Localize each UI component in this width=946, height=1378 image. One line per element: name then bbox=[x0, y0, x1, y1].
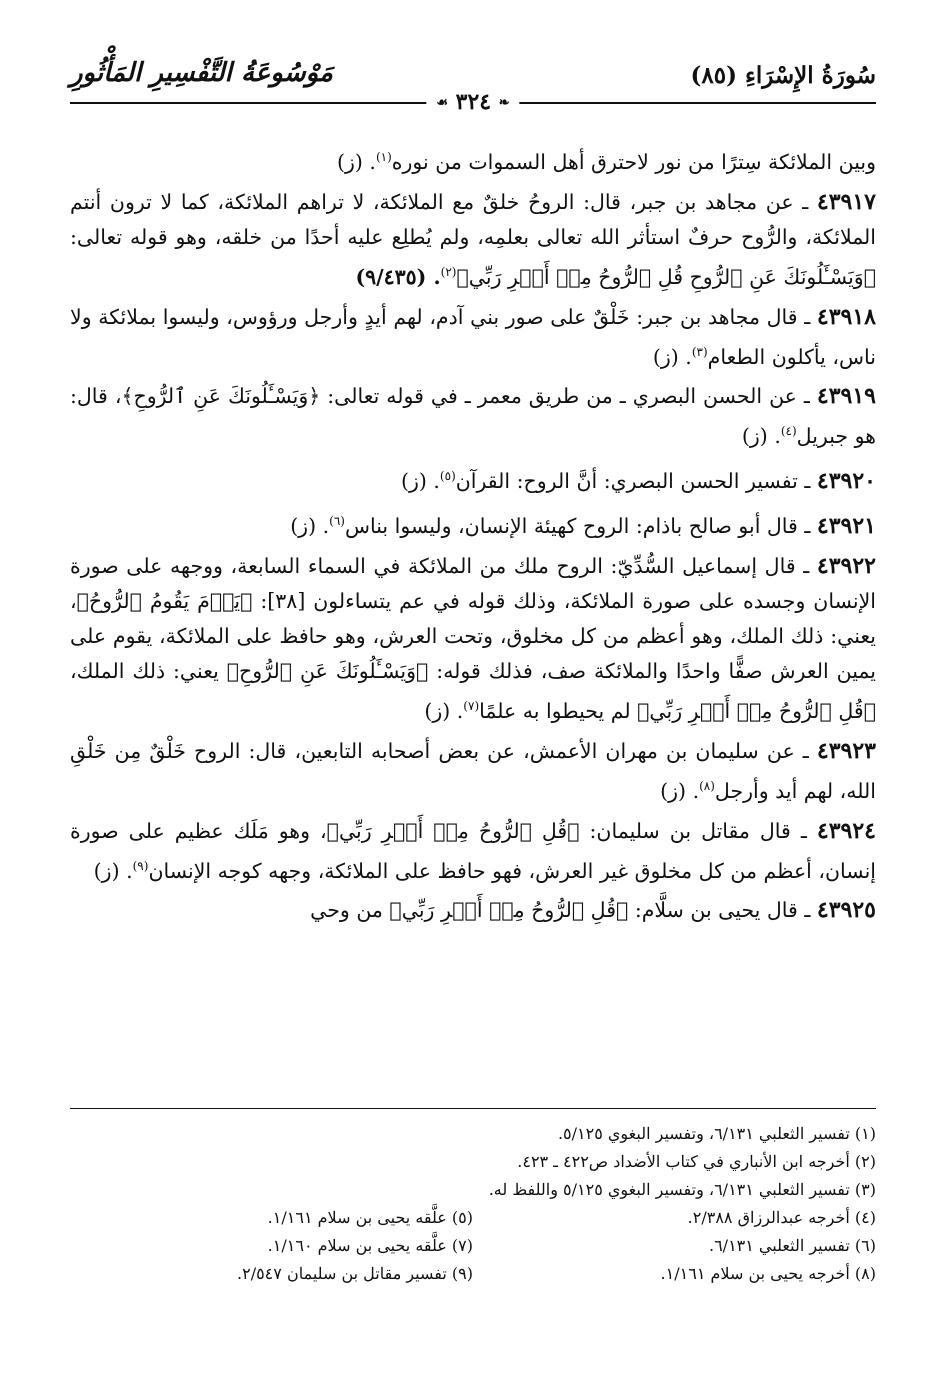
footnote-ref[interactable]: (٨) bbox=[699, 778, 715, 793]
entry-43922 bbox=[70, 549, 876, 729]
entry-tail: . (ز) bbox=[337, 149, 376, 174]
entry-text: ـ قال إسماعيل السُّدِّيّ: الروح ملك من الملائكة في السماء السابعة، ووجهه على صورة الإنسان وجسده على صورة الملائكة، وذلك قوله في عم يتساءلون [٣٨]: ﴿يَوۡمَ يَقُومُ ٱلرُّوحُ﴾، يعني: ذلك الملك، وهو أعظم من كل مخلوق، وتحت العرش، وهو حافظ على الملائكة، يقوم على يمين العرش صفًّا واحدًا والملائكة صف، فذلك قوله: ﴿وَيَسْـَٔلُونَكَ عَنِ ٱلرُّوحِ﴾ يعني: ذلك الملك، ﴿قُلِ ٱلرُّوحُ مِنۡ أَمۡرِ رَبِّي﴾ لم يحيطوا به علمًا bbox=[70, 553, 876, 723]
entry-tail: . (ز) bbox=[660, 778, 700, 803]
footnote-row bbox=[70, 1148, 876, 1176]
footnote-row bbox=[70, 1176, 876, 1204]
footnote-row bbox=[70, 1260, 876, 1288]
entry-text: ـ قال مقاتل بن سليمان: ﴿قُلِ ٱلرُّوحُ مِنۡ أَمۡرِ رَبِّي﴾، وهو مَلَك عظيم على صورة إنسان، أعظم من كل مخلوق غير العرش، فهو حافظ على الملائكة، وجهه كوجه الإنسان bbox=[70, 818, 876, 883]
entry-43917 bbox=[70, 185, 876, 295]
encyclopedia-title: مَوْسُوعَةُ التَّفْسِيرِ المَأْثُورِ bbox=[70, 58, 333, 88]
entry-43923 bbox=[70, 734, 876, 809]
ornament-icon: ☙ bbox=[436, 95, 448, 111]
entry-number: ٤٣٩٢٥ bbox=[816, 897, 876, 924]
entry-tail: . (ز) bbox=[424, 698, 464, 723]
page-header bbox=[70, 58, 876, 115]
entry-43921 bbox=[70, 504, 876, 544]
footnotes bbox=[70, 1120, 876, 1288]
footnote-5: (٥) علَّقه يحيى بن سلام ١/١٦١. bbox=[267, 1208, 473, 1227]
footnote-ref[interactable]: (٥) bbox=[439, 469, 456, 484]
surah-title: سُورَةُ الإِسْرَاءِ (٨٥) bbox=[690, 62, 876, 89]
footnote-row bbox=[70, 1120, 876, 1148]
entry-43924 bbox=[70, 814, 876, 889]
footnote-9: (٩) تفسير مقاتل بن سليمان ٢/٥٤٧. bbox=[237, 1264, 473, 1283]
entry-tail: . (ز) bbox=[652, 344, 692, 369]
entry-text: ـ تفسير الحسن البصري: أنَّ الروح: القرآن bbox=[455, 469, 811, 494]
entry-text: وبين الملائكة سِترًا من نور لاحترق أهل السموات من نوره bbox=[391, 149, 876, 174]
entry-number: ٤٣٩٢٤ bbox=[816, 817, 876, 844]
footnote-ref[interactable]: (٤) bbox=[780, 424, 797, 439]
footnote-rule bbox=[70, 1108, 876, 1109]
entry-number: ٤٣٩٢١ bbox=[816, 512, 876, 539]
entry-text: ـ قال مجاهد بن جبر: خَلْقٌ على صور بني آدم، لهم أيدٍ وأرجل ورؤوس، وليسوا بملائكة ولا ناس، يأكلون الطعام bbox=[70, 304, 876, 369]
footnote-8: (٨) أخرجه يحيى بن سلام ١/١٦١. bbox=[660, 1264, 876, 1283]
entry-tail: . (ز) bbox=[400, 469, 440, 494]
page-number-box bbox=[426, 89, 519, 115]
entry-43920 bbox=[70, 459, 876, 499]
entry-text: ـ قال أبو صالح باذام: الروح كهيئة الإنسان، وليسوا بناس bbox=[344, 513, 811, 538]
entry-text: ـ عن مجاهد بن جبر، قال: الروحُ خلقٌ مع الملائكة، لا تراهم الملائكة، كما لا ترون أنتم الملائكة، والرُّوح حرفٌ استأثر الله تعالى بعلمِه، ولم يُطلِع عليه أحدًا من خلقه، وهو قوله تعالى: ﴿وَيَسْـَٔلُونَكَ عَنِ ٱلرُّوحِ قُلِ ٱلرُّوحُ مِنۡ أَمۡرِ رَبِّي﴾ bbox=[70, 189, 876, 289]
entry-text: ـ عن الحسن البصري ـ من طريق معمر ـ في قوله تعالى: ﴿وَيَسْـَٔلُونَكَ عَنِ ٱلرُّوحِ﴾، قال: هو جبريل bbox=[70, 384, 876, 449]
entry-continuation bbox=[70, 140, 876, 180]
entry-43918 bbox=[70, 300, 876, 375]
entry-number: ٤٣٩١٧ bbox=[816, 188, 876, 215]
entry-tail: . (ز) bbox=[290, 513, 330, 538]
footnote-ref[interactable]: (٣) bbox=[691, 344, 708, 359]
entry-number: ٤٣٩١٩ bbox=[816, 383, 876, 410]
entry-text: ـ قال يحيى بن سلَّام: ﴿قُلِ ٱلرُّوحُ مِنۡ أَمۡرِ رَبِّي﴾ من وحي bbox=[310, 898, 811, 923]
footnote-2: (٢) أخرجه ابن الأنباري في كتاب الأضداد ص٤٢٢ ـ ٤٢٣. bbox=[517, 1152, 876, 1171]
footnote-ref[interactable]: (٢) bbox=[440, 264, 457, 279]
entry-43925 bbox=[70, 893, 876, 928]
entry-number: ٤٣٩٢٢ bbox=[816, 552, 876, 579]
footnote-ref[interactable]: (٩) bbox=[132, 858, 149, 873]
footnote-ref[interactable]: (٧) bbox=[463, 698, 480, 713]
page-number: ٣٢٤ bbox=[455, 89, 492, 115]
footnote-row bbox=[70, 1232, 876, 1260]
footnote-3: (٣) تفسير الثعلبي ٦/١٣١، وتفسير البغوي ٥/١٢٥ واللفظ له. bbox=[488, 1180, 876, 1199]
main-text bbox=[70, 140, 876, 933]
ornament-icon: ❧ bbox=[498, 95, 510, 111]
footnote-4: (٤) أخرجه عبدالرزاق ٢/٣٨٨. bbox=[687, 1208, 876, 1227]
footnote-ref[interactable]: (١) bbox=[375, 150, 392, 164]
footnote-ref[interactable]: (٦) bbox=[329, 514, 345, 529]
entry-tail: . (ز) bbox=[93, 858, 133, 883]
footnote-1: (١) تفسير الثعلبي ٦/١٣١، وتفسير البغوي ٥/١٢٥. bbox=[557, 1124, 876, 1143]
entry-number: ٤٣٩١٨ bbox=[816, 303, 876, 330]
entry-number: ٤٣٩٢٠ bbox=[816, 468, 876, 495]
entry-number: ٤٣٩٢٣ bbox=[816, 737, 876, 764]
footnote-7: (٧) علَّقه يحيى بن سلام ١/١٦٠. bbox=[267, 1236, 473, 1255]
entry-tail: . (٩/٤٣٥) bbox=[355, 264, 441, 289]
footnote-6: (٦) تفسير الثعلبي ٦/١٣١. bbox=[708, 1236, 876, 1255]
footnote-row bbox=[70, 1204, 876, 1232]
entry-text: ـ عن سليمان بن مهران الأعمش، عن بعض أصحابه التابعين، قال: الروح خَلْقٌ مِن خَلْقِ الله، لهم أيد وأرجل bbox=[70, 738, 876, 803]
entry-tail: . (ز) bbox=[741, 424, 781, 449]
entry-43919 bbox=[70, 379, 876, 454]
